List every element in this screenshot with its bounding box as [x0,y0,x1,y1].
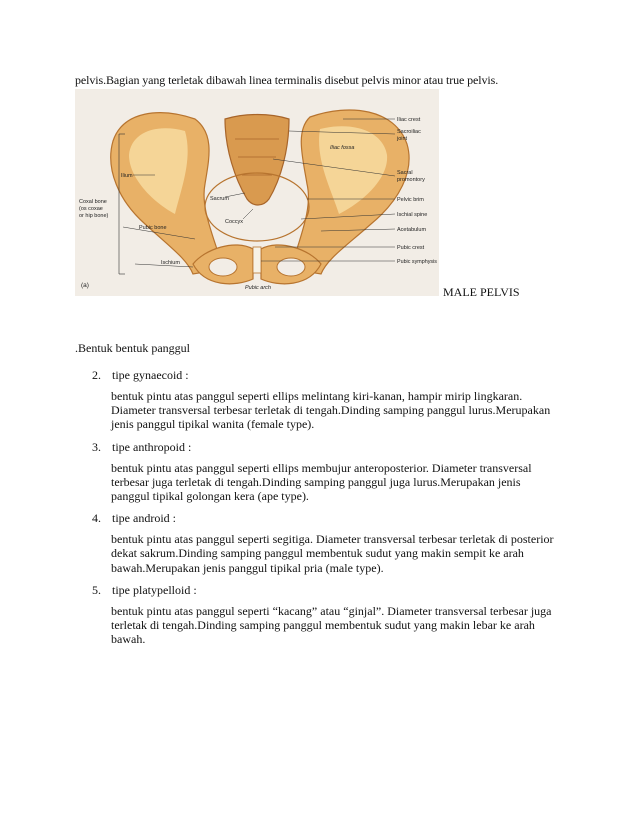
label-ischium: Ischium [161,260,180,266]
label-joint: joint [397,136,408,142]
left-obturator-foramen [209,258,237,276]
list-item-title: tipe anthropoid : [112,439,192,454]
pubic-symphysis [253,247,261,273]
list-item-title: tipe platypelloid : [112,582,197,597]
label-pubic-arch: Pubic arch [245,285,271,291]
list-item-body: bentuk pintu atas panggul seperti ellips melintang kiri-kanan, hampir mirip lingkaran. Diameter transversal terbesar terletak di tengah.Dinding samping panggul lurus.Merupakan jenis panggul tipikal wanita (female type). [111,389,551,432]
label-sacrum: Sacrum [210,196,229,202]
figure-caption: MALE PELVIS [443,285,520,299]
list-item-number: 2. [92,368,101,382]
label-coccyx: Coccyx [225,219,244,225]
list-item-body: bentuk pintu atas panggul seperti segitiga. Diameter transversal terbesar terletak di posterior dekat sakrum.Dinding samping panggul membentuk sudut yang makin sempit ke arah bawah.Merupakan jenis panggul tipikal pria (male type). [111,532,554,575]
label-os-coxae: (os coxae [79,206,103,212]
label-ischial-spine: Ischial spine [397,212,428,218]
pelvis-illustration [75,89,439,296]
list-item-number: 4. [92,511,101,526]
label-iliac-crest: Iliac crest [397,117,421,123]
label-pubic-crest: Pubic crest [397,245,425,251]
label-pubic-bone: Pubic bone [139,225,167,231]
list-item-head [92,510,562,526]
list-item-head [92,367,562,383]
list-item-title: tipe android : [112,511,176,526]
label-sacral: Sacral [397,170,413,176]
right-obturator-foramen [277,258,305,276]
list-item [92,582,562,647]
intro-paragraph: pelvis.Bagian yang terletak dibawah linea terminalis disebut pelvis minor atau true pelvis. [75,73,499,87]
list-item-title: tipe gynaecoid : [112,368,189,382]
list-item-head [92,439,562,455]
label-coxal-bone: Coxal bone [79,199,107,205]
label-panel-letter: (a) [81,282,89,289]
list-item-number: 5. [92,582,101,597]
label-iliac-fossa: Iliac fossa [330,145,355,151]
label-pubic-symphysis: Pubic symphysis [397,259,438,265]
list-item [92,439,562,504]
list-item [92,367,562,432]
label-pelvic-brim: Pelvic brim [397,197,424,203]
section-title: .Bentuk bentuk panggul [75,341,190,355]
list-item [92,510,562,575]
label-hip-bone: or hip bone) [79,213,109,219]
list-item-body: bentuk pintu atas panggul seperti “kacang” atau “ginjal”. Diameter transversal terbesar juga terletak di tengah.Dinding samping panggul membentuk sudut yang makin lebar ke arah bawah. [111,603,552,647]
pelvis-figure [75,89,439,296]
label-promontory: promontory [397,177,425,183]
label-sacroiliac: Sacroiliac [397,129,421,135]
list-item-head [92,582,562,598]
pelvis-type-list [92,367,562,653]
label-ilium: Ilium [121,173,133,179]
list-item-number: 3. [92,439,101,454]
label-acetabulum: Acetabulum [397,227,427,233]
list-item-body: bentuk pintu atas panggul seperti ellips membujur anteroposterior. Diameter transversal terbesar juga terletak di tengah.Dinding samping panggul juga lurus.Merupakan jenis panggul tipikal golongan kera (ape type). [111,460,532,504]
